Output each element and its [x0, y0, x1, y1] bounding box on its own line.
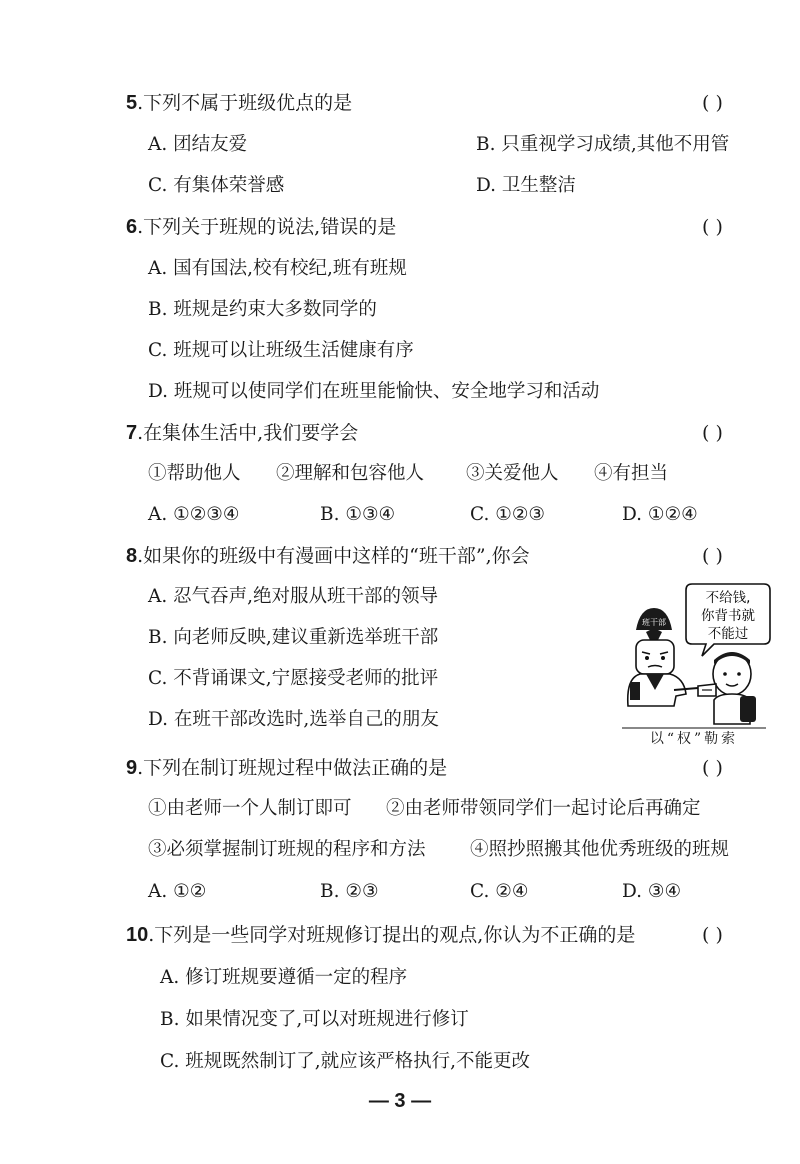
question-5-stem — [126, 91, 352, 115]
option-b: B. ②③ — [320, 881, 379, 902]
question-text: .如果你的班级中有漫画中这样的“班干部”,你会 — [137, 545, 530, 567]
answer-paren: ( ) — [702, 545, 723, 567]
choice-item: ④照抄照搬其他优秀班级的班规 — [470, 839, 730, 860]
choice-item: ①由老师一个人制订即可 — [148, 798, 352, 819]
student-leader-head — [636, 640, 674, 674]
option-b: B. 只重视学习成绩,其他不用管 — [476, 134, 730, 155]
answer-paren: ( ) — [702, 216, 723, 238]
question-6-stem — [126, 215, 396, 239]
question-number: 7 — [126, 422, 138, 444]
option-b: B. 向老师反映,建议重新选举班干部 — [148, 627, 439, 648]
question-text: .下列在制订班规过程中做法正确的是 — [137, 757, 448, 779]
choice-item: ①帮助他人 — [148, 463, 241, 484]
question-text: .下列关于班规的说法,错误的是 — [137, 216, 397, 238]
question-number: 8 — [126, 545, 138, 567]
option-d: D. ③④ — [622, 881, 682, 902]
option-b: B. 班规是约束大多数同学的 — [148, 299, 377, 320]
bubble-line-2: 你背书就 — [701, 608, 755, 624]
option-c: C. 班规既然制订了,就应该严格执行,不能更改 — [160, 1051, 531, 1072]
eye-icon — [645, 656, 649, 660]
backpack-icon — [740, 696, 756, 722]
answer-paren: ( ) — [702, 757, 723, 779]
choice-item: ④有担当 — [594, 463, 669, 484]
question-number: 10 — [126, 924, 149, 946]
answer-paren: ( ) — [702, 422, 723, 444]
option-c: C. 不背诵课文,宁愿接受老师的批评 — [148, 668, 439, 689]
question-9-stem — [126, 756, 447, 780]
eye-icon — [737, 672, 741, 676]
question-7-stem — [126, 421, 358, 445]
hat-label: 班干部 — [642, 618, 666, 627]
option-b: B. 如果情况变了,可以对班规进行修订 — [160, 1009, 469, 1030]
choice-item: ③必须掌握制订班规的程序和方法 — [148, 839, 426, 860]
option-d: D. 在班干部改选时,选举自己的朋友 — [148, 709, 439, 730]
answer-paren: ( ) — [702, 924, 723, 946]
choice-item: ③关爱他人 — [466, 463, 559, 484]
question-text: .在集体生活中,我们要学会 — [137, 422, 359, 444]
question-text: .下列是一些同学对班规修订提出的观点,你认为不正确的是 — [148, 924, 636, 946]
option-c: C. 有集体荣誉感 — [148, 175, 285, 196]
cartoon-caption: 以“权”勒索 — [649, 731, 739, 747]
eye-icon — [661, 656, 665, 660]
answer-paren: ( ) — [702, 92, 723, 114]
option-a: A. 团结友爱 — [148, 134, 248, 155]
cartoon-illustration — [614, 578, 774, 748]
question-number: 5 — [126, 92, 138, 114]
question-8-stem — [126, 544, 530, 568]
option-b: B. ①③④ — [320, 504, 396, 525]
option-a: A. 忍气吞声,绝对服从班干部的领导 — [148, 586, 439, 607]
armband-icon — [630, 682, 640, 700]
option-d: D. 卫生整洁 — [476, 175, 576, 196]
option-d: D. 班规可以使同学们在班里能愉快、安全地学习和活动 — [148, 381, 600, 402]
option-a: A. 修订班规要遵循一定的程序 — [160, 967, 408, 988]
question-number: 6 — [126, 216, 138, 238]
option-a: A. ①② — [148, 881, 207, 902]
option-d: D. ①②④ — [622, 504, 698, 525]
bubble-line-3: 不能过 — [707, 626, 749, 642]
page-number: — 3 — — [368, 1090, 432, 1112]
option-c: C. ①②③ — [470, 504, 546, 525]
eye-icon — [723, 672, 727, 676]
choice-item: ②理解和包容他人 — [276, 463, 425, 484]
choice-item: ②由老师带领同学们一起讨论后再确定 — [386, 798, 701, 819]
option-a: A. ①②③④ — [148, 504, 240, 525]
bubble-line-1: 不给钱, — [705, 590, 751, 606]
option-a: A. 国有国法,校有校纪,班有班规 — [148, 258, 407, 279]
question-number: 9 — [126, 757, 138, 779]
question-10-stem — [126, 923, 635, 947]
option-c: C. ②④ — [470, 881, 529, 902]
question-text: .下列不属于班级优点的是 — [137, 92, 353, 114]
option-c: C. 班规可以让班级生活健康有序 — [148, 340, 414, 361]
